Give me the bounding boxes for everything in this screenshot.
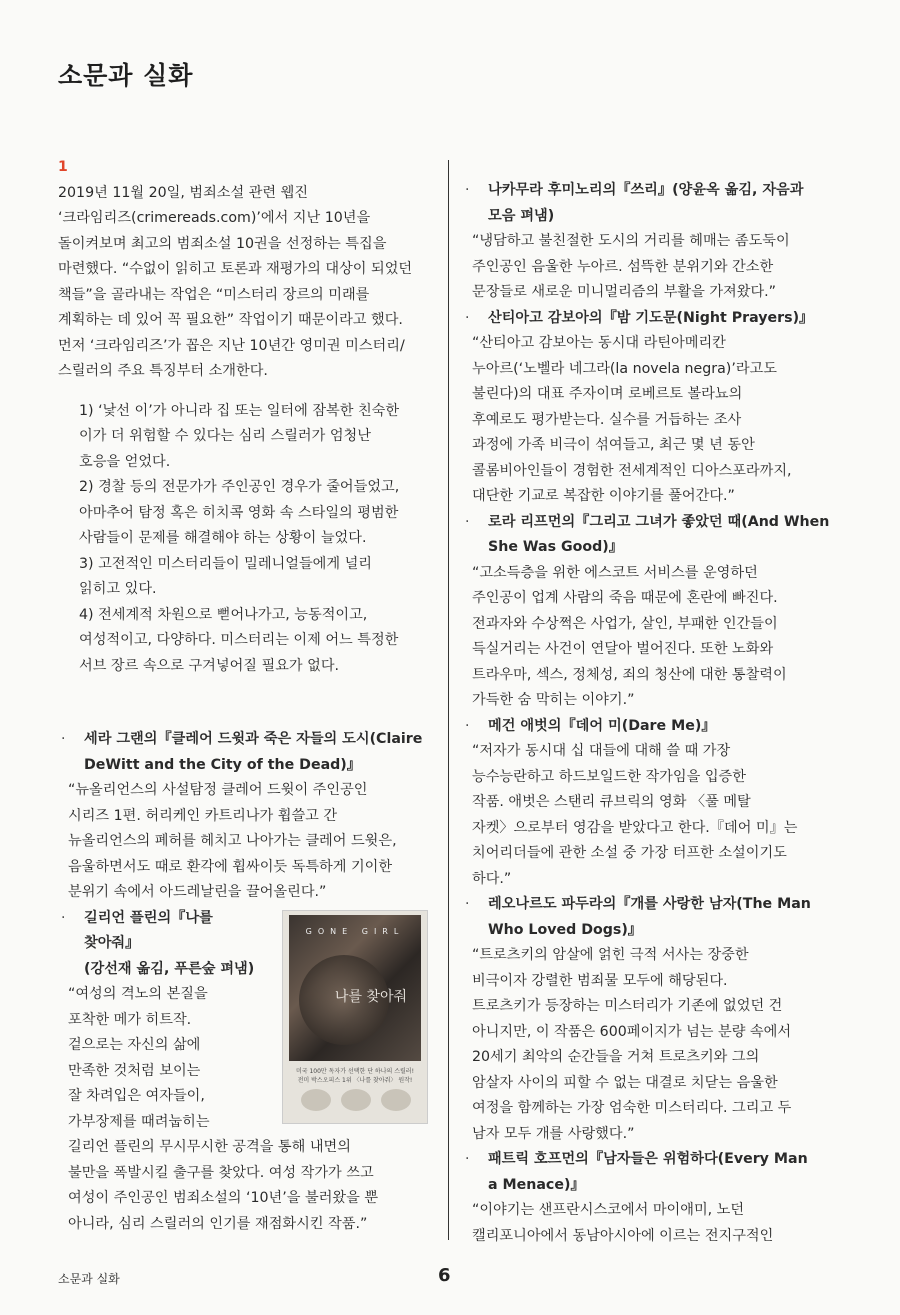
heading-line: 패트릭 호프먼의『남자들은 위험하다(Every Man: [488, 1151, 808, 1167]
book-heading: [488, 714, 852, 740]
book-heading: [84, 727, 440, 778]
quote-line: 트라우마, 섹스, 정체성, 죄의 청산에 대한 통찰력이: [472, 666, 787, 683]
book-quote: [462, 739, 852, 892]
quote-line: “고소득층을 위한 에스코트 서비스를 운영하던: [472, 564, 758, 581]
quote-line: 능수능란하고 하드보일드한 작가임을 입증한: [472, 768, 746, 785]
quote-line: 암살자 사이의 피할 수 없는 대결로 치닫는 음울한: [472, 1074, 778, 1091]
quote-line: 가부장제를 때려눕히는: [68, 1113, 210, 1130]
quote-line: 전과자와 수상쩍은 사업가, 살인, 부패한 인간들이: [472, 615, 778, 632]
quote-line: 시리즈 1편. 허리케인 카트리나가 휩쓸고 간: [68, 807, 338, 824]
heading-line: She Was Good)』: [488, 539, 623, 555]
feature-line: 읽히고 있다.: [79, 581, 157, 597]
book-heading: [488, 892, 852, 943]
book-item-claire-dewitt: [58, 727, 440, 778]
feature-line: 사람들이 문제를 해결해야 하는 상황이 늘었다.: [79, 530, 367, 546]
feature-line: 여성적이고, 다양하다. 미스터리는 이제 어느 특정한: [79, 632, 399, 648]
quote-line: 잘 차려입은 여자들이,: [68, 1088, 205, 1104]
feature-line: 1) ‘낯선 이’가 아니라 집 또는 일터에 잠복한 친숙한: [79, 402, 400, 419]
book-heading: [488, 510, 852, 561]
heading-line: Who Loved Dogs)』: [488, 921, 642, 938]
quote-line: 가득한 숨 막히는 이야기.”: [472, 692, 635, 708]
quote-line: 20세기 최악의 순간들을 거쳐 트로츠키와 그의: [472, 1049, 760, 1065]
page-title: 소문과 실화: [58, 61, 194, 90]
quote-line: 남자 모두 개를 사랑했다.”: [472, 1125, 635, 1142]
quote-line: 캘리포니아에서 동남아시아에 이르는 전지구적인: [472, 1227, 774, 1244]
quote-line: 길리언 플린의 무시무시한 공격을 통해 내면의: [68, 1139, 351, 1155]
book-item: [462, 306, 852, 510]
heading-line: 세라 그랜의『클레어 드윗과 죽은 자들의 도시(Claire: [84, 731, 423, 747]
book-quote: [462, 943, 852, 1147]
quote-line: “저자가 동시대 십 대들에 대해 쓸 때 가장: [472, 743, 731, 759]
quote-line: 과정에 가족 비극이 섞여들고, 최근 몇 년 동안: [472, 437, 755, 453]
quote-line: 분위기 속에서 아드레날린을 끌어올린다.”: [68, 884, 327, 900]
quote-line: 뉴올리언스의 폐허를 헤치고 나아가는 클레어 드윗은,: [68, 833, 397, 849]
left-column: [58, 155, 440, 1237]
quote-line: 자켓〉으로부터 영감을 받았다고 한다.『데어 미』는: [472, 819, 798, 836]
quote-line: 불린다)의 대표 주자이며 로베르토 볼라뇨의: [472, 386, 743, 402]
text-line: 돌이켜보며 최고의 범죄소설 10권을 선정하는 특집을: [58, 235, 387, 252]
book-item: [462, 178, 852, 306]
bullet-icon: ·: [465, 717, 470, 734]
quote-line: 아니지만, 이 작품은 600페이지가 넘는 분량 속에서: [472, 1023, 792, 1040]
cover-title-ko: 나를 찾아줘: [334, 988, 407, 1005]
bullet-icon: ·: [465, 182, 470, 198]
bullet-icon: ·: [61, 909, 66, 926]
feature-line: 2) 경찰 등의 전문가가 주인공인 경우가 줄어들었고,: [79, 479, 400, 495]
intro-paragraph: [58, 181, 440, 385]
book-quote: [58, 778, 440, 906]
quote-line: 작품. 애벗은 스탠리 큐브릭의 영화 〈풀 메탈: [472, 794, 751, 810]
quote-line: 주인공이 업계 사람의 죽음 때문에 혼란에 빠진다.: [472, 590, 778, 606]
book-item: [462, 510, 852, 714]
right-column: [462, 178, 852, 1249]
quote-line: “이야기는 샌프란시스코에서 마이애미, 노던: [472, 1202, 745, 1218]
book-quote: [462, 229, 852, 306]
quote-line: 만족한 것처럼 보이는: [68, 1062, 201, 1079]
heading-line: 메건 애벗의『데어 미(Dare Me)』: [488, 717, 716, 734]
quote-line: 문장들로 새로운 미니멀리즘의 부활을 가져왔다.”: [472, 284, 777, 300]
quote-line: 후예로도 평가받는다. 실수를 거듭하는 조사: [472, 411, 742, 428]
cover-artwork: [289, 915, 421, 1061]
cover-badges: [301, 1089, 411, 1111]
heading-line: 레오나르도 파두라의『개를 사랑한 남자(The Man: [488, 896, 811, 912]
quote-line: 트로츠키가 등장하는 미스터리가 기존에 없었던 건: [472, 998, 783, 1014]
quote-line: 주인공인 음울한 누아르. 섬뜩한 분위기와 간소한: [472, 258, 774, 275]
bullet-icon: ·: [465, 896, 470, 912]
quote-line: 여정을 함께하는 가장 엄숙한 미스터리다. 그리고 두: [472, 1100, 792, 1116]
text-line: 2019년 11월 20일, 범죄소설 관련 웹진: [58, 184, 309, 201]
feature-line: 4) 전세계적 차원으로 뻗어나가고, 능동적이고,: [79, 606, 368, 623]
book-quote: [462, 561, 852, 714]
feature-line: 이가 더 위험할 수 있다는 심리 스릴러가 엄청난: [79, 428, 371, 444]
book-heading: [488, 1147, 852, 1198]
book-cover-image: [282, 910, 428, 1124]
quote-line: “여성의 격노의 본질을: [68, 986, 208, 1002]
text-line: ‘크라임리즈(crimereads.com)’에서 지난 10년을: [58, 210, 371, 226]
heading-line: 찾아줘』: [84, 935, 140, 951]
book-item-gone-girl: [58, 906, 440, 1238]
cover-blurb: [289, 1067, 421, 1085]
quote-line: 포착한 메가 히트작.: [68, 1011, 192, 1028]
heading-line: (강선재 옮김, 푸른숲 펴냄): [84, 960, 255, 977]
quote-line: 불만을 폭발시킬 출구를 찾았다. 여성 작가가 쓰고: [68, 1164, 374, 1181]
book-quote: [462, 1198, 852, 1249]
bullet-icon: ·: [465, 1151, 470, 1167]
bullet-icon: ·: [465, 513, 470, 530]
quote-line: 비극이자 강렬한 범죄물 모두에 해당된다.: [472, 972, 728, 989]
quote-line: “트로츠키의 암살에 얽힌 극적 서사는 장중한: [472, 947, 749, 963]
quote-line: “냉담하고 불친절한 도시의 거리를 헤매는 좀도둑이: [472, 233, 790, 249]
quote-line: 아니라, 심리 스릴러의 인기를 재점화시킨 작품.”: [68, 1215, 368, 1232]
book-heading: [488, 306, 852, 332]
heading-line: a Menace)』: [488, 1176, 585, 1193]
text-line: 계획하는 데 있어 꼭 필요한” 작업이기 때문이라고 했다.: [58, 312, 403, 328]
quote-line: 여성이 주인공인 범죄소설의 ‘10년’을 불러왔을 뿐: [68, 1190, 379, 1206]
footer-title: 소문과 실화: [58, 1272, 120, 1286]
quote-line: 겉으로는 자신의 삶에: [68, 1037, 201, 1053]
feature-line: 호응을 얻었다.: [79, 453, 171, 470]
quote-line: 누아르(‘노벨라 네그라(la novela negra)’라고도: [472, 360, 777, 377]
book-quote-continued: [58, 1135, 440, 1237]
quote-line: 득실거리는 사건이 연달아 벌어진다. 또한 노화와: [472, 641, 774, 657]
quote-line: 치어리더들에 관한 소설 중 가장 터프한 소설이기도: [472, 845, 787, 861]
heading-line: DeWitt and the City of the Dead)』: [84, 756, 361, 773]
page-number: 6: [438, 1265, 451, 1286]
book-item: [462, 714, 852, 893]
quote-line: 하다.”: [472, 870, 512, 887]
text-line: 먼저 ‘크라임리즈’가 꼽은 지난 10년간 영미권 미스터리/: [58, 337, 405, 354]
quote-line: 음울하면서도 때로 환각에 휩싸이듯 독특하게 기이한: [68, 858, 393, 875]
book-heading: [488, 178, 852, 229]
cover-note-line: 전미 박스오피스 1위 〈나를 찾아줘〉 원작!: [297, 1076, 413, 1084]
quote-line: “산티아고 감보아는 동시대 라틴아메리칸: [472, 335, 726, 351]
bullet-icon: ·: [465, 309, 470, 326]
heading-line: 모음 펴냄): [488, 207, 555, 224]
feature-line: 3) 고전적인 미스터리들이 밀레니얼들에게 널리: [79, 555, 372, 572]
cover-note-line: 미국 100만 독자가 선택한 단 하나의 스릴러!: [295, 1067, 415, 1075]
column-divider: [448, 160, 449, 1240]
feature-line: 아마추어 탐정 혹은 히치콕 영화 속 스타일의 평범한: [79, 504, 399, 521]
section-number: 1: [58, 159, 68, 175]
cover-title-en: GONE GIRL: [305, 926, 405, 936]
text-line: 스릴러의 주요 특징부터 소개한다.: [58, 363, 268, 379]
quote-line: 대단한 기교로 복잡한 이야기를 풀어간다.”: [472, 488, 735, 504]
feature-list: [79, 399, 440, 680]
heading-line: 길리언 플린의『나를: [84, 909, 213, 926]
bullet-icon: ·: [61, 731, 66, 747]
book-quote: [462, 331, 852, 510]
quote-line: “뉴올리언스의 사설탐정 클레어 드윗이 주인공인: [68, 782, 368, 798]
text-line: 마련했다. “수없이 읽히고 토론과 재평가의 대상이 되었던: [58, 261, 413, 277]
book-item: [462, 1147, 852, 1249]
heading-line: 나카무라 후미노리의『쓰리』(양윤옥 옮김, 자음과: [488, 182, 804, 198]
feature-line: 서브 장르 속으로 구겨넣어질 필요가 없다.: [79, 657, 340, 674]
book-item: [462, 892, 852, 1147]
quote-line: 콜롬비아인들이 경험한 전세계적인 디아스포라까지,: [472, 462, 792, 479]
heading-line: 로라 리프먼의『그리고 그녀가 좋았던 때(And When: [488, 513, 830, 530]
text-line: 책들”을 골라내는 작업은 “미스터리 장르의 미래를: [58, 286, 370, 303]
heading-line: 산티아고 감보아의『밤 기도문(Night Prayers)』: [488, 309, 814, 326]
